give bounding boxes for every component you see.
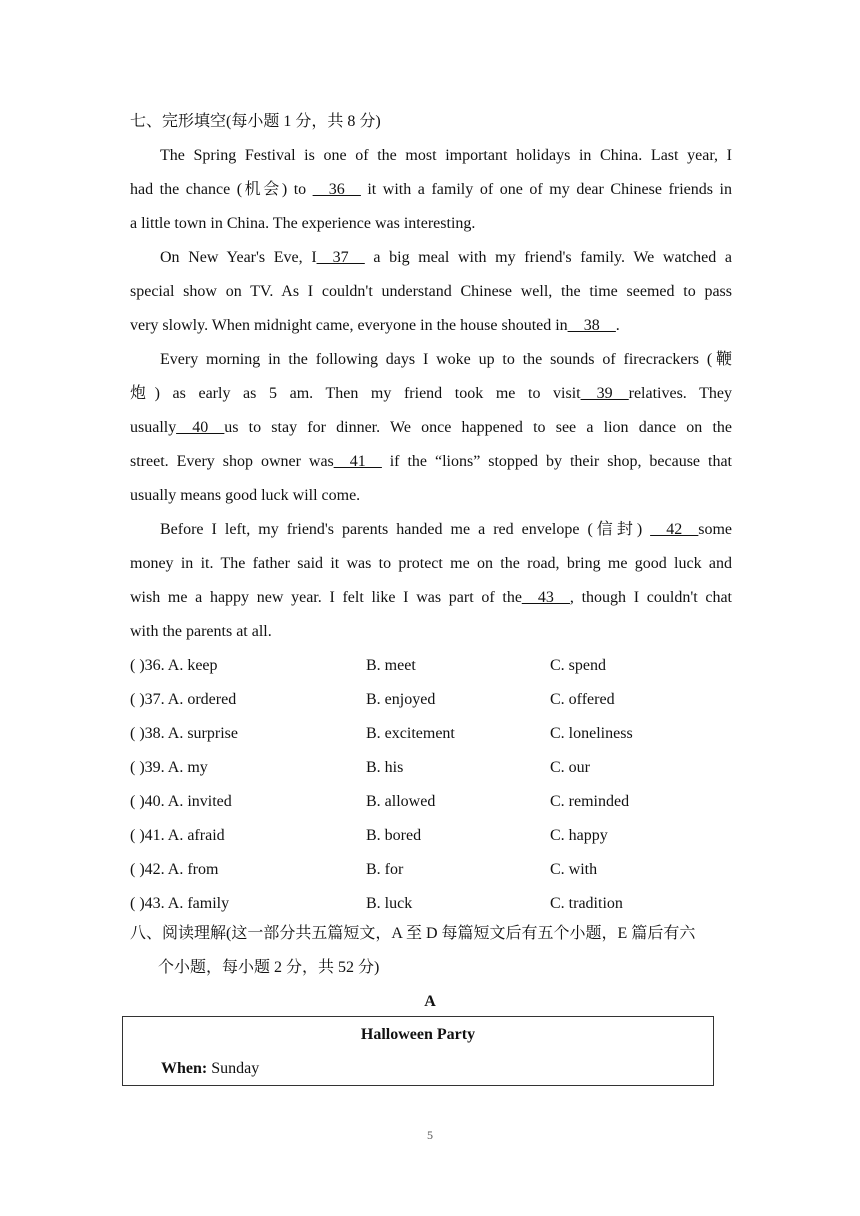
passage-line: usually means good luck will come.: [130, 487, 361, 504]
passage-line: money in it. The father said it was to protect me on the road, bring me good luck and: [130, 555, 732, 572]
blank-marker: __40__: [176, 419, 225, 436]
option-b: B. meet: [366, 657, 416, 674]
question-stem: ( )36. A. keep: [130, 657, 218, 674]
option-b: B. allowed: [366, 793, 436, 810]
question-stem: ( )37. A. ordered: [130, 691, 237, 708]
blank-marker: __36__: [312, 181, 361, 198]
option-b: B. bored: [366, 827, 422, 844]
passage-line: special show on TV. As I couldn't understand Chinese well, the time seemed to pass: [130, 283, 732, 300]
page-number: 5: [427, 1128, 433, 1142]
question-stem: ( )39. A. my: [130, 759, 208, 776]
passage-line: with the parents at all.: [130, 623, 272, 640]
question-stem: ( )43. A. family: [130, 895, 230, 912]
section-7-heading: 七、完形填空(每小题 1 分，共 8 分): [130, 113, 381, 130]
box-title: Halloween Party: [360, 1026, 476, 1043]
option-b: B. excitement: [366, 725, 455, 742]
option-c: C. with: [550, 861, 598, 878]
when-label: When:: [161, 1060, 208, 1077]
passage-line: had the chance (机会) to __36__ it with a family of one of my dear Chinese friends in: [130, 181, 732, 198]
option-c: C. offered: [550, 691, 615, 708]
when-value: Sunday: [207, 1060, 260, 1077]
option-b: B. enjoyed: [366, 691, 436, 708]
option-c: C. loneliness: [550, 725, 633, 742]
option-c: C. spend: [550, 657, 606, 674]
question-stem: ( )40. A. invited: [130, 793, 232, 810]
option-c: C. our: [550, 759, 590, 776]
blank-marker: __37__: [316, 249, 365, 266]
halloween-party-box: [122, 1016, 714, 1086]
passage-line: a little town in China. The experience was interesting.: [130, 215, 476, 232]
passage-label: A: [424, 993, 436, 1010]
passage-line: The Spring Festival is one of the most important holidays in China. Last year, I: [160, 147, 732, 164]
blank-marker: __42__: [650, 521, 699, 538]
passage-line: 炮) as early as 5 am. Then my friend took me to visit__39__relatives. They: [130, 385, 732, 402]
question-stem: ( )41. A. afraid: [130, 827, 225, 844]
option-c: C. reminded: [550, 793, 630, 810]
passage-line: Before I left, my friend's parents handed me a red envelope (信封) __42__some: [160, 521, 732, 538]
option-b: B. luck: [366, 895, 413, 912]
blank-marker: __41__: [333, 453, 382, 470]
blank-marker: __38__: [567, 317, 616, 334]
passage-line: wish me a happy new year. I felt like I was part of the__43__, though I couldn't chat: [130, 589, 732, 606]
blank-marker: __43__: [521, 589, 570, 606]
section-8-heading-line-2: 个小题，每小题 2 分，共 52 分): [158, 959, 380, 976]
question-stem: ( )38. A. surprise: [130, 725, 238, 742]
passage-line: street. Every shop owner was__41__ if the “lions” stopped by their shop, because that: [130, 453, 732, 470]
passage-line: very slowly. When midnight came, everyone in the house shouted in__38__.: [130, 317, 620, 334]
section-8-heading-line-1: 八、阅读理解(这一部分共五篇短文，A 至 D 每篇短文后有五个小题，E 篇后有六: [130, 925, 696, 942]
question-stem: ( )42. A. from: [130, 861, 219, 878]
blank-marker: __39__: [580, 385, 629, 402]
passage-line: usually__40__us to stay for dinner. We once happened to see a lion dance on the: [130, 419, 732, 436]
passage-line: Every morning in the following days I woke up to the sounds of firecrackers (鞭: [160, 351, 732, 368]
when-row: [161, 1060, 259, 1078]
passage-line: On New Year's Eve, I__37__ a big meal with my friend's family. We watched a: [160, 249, 733, 266]
option-c: C. happy: [550, 827, 608, 844]
option-b: B. for: [366, 861, 404, 878]
option-c: C. tradition: [550, 895, 623, 912]
option-b: B. his: [366, 759, 404, 776]
